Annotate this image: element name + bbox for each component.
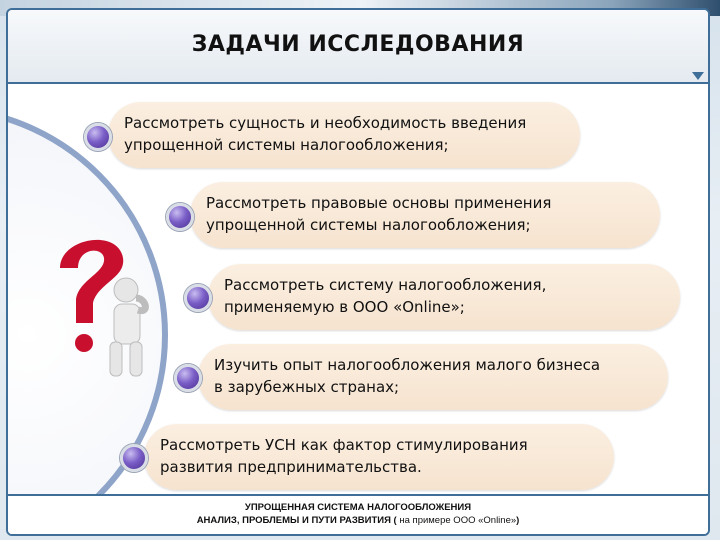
item-3-line-1: Рассмотреть систему налогообложения, xyxy=(224,276,547,294)
list-item xyxy=(108,102,580,168)
thinking-man-question-mark-icon xyxy=(38,228,168,378)
purple-orb-bullet-icon xyxy=(166,203,194,231)
footer-subtitle-bold: АНАЛИЗ, ПРОБЛЕМЫ И ПУТИ РАЗВИТИЯ ( xyxy=(196,515,400,526)
purple-orb-bullet-icon xyxy=(120,444,148,472)
purple-orb-bullet-icon xyxy=(84,123,112,151)
slide xyxy=(6,8,710,536)
title-bar xyxy=(8,10,708,84)
title-notch-decor xyxy=(692,72,704,80)
item-1-line-2: упрощенной системы налогообложения; xyxy=(124,136,449,154)
item-3-line-2: применяемую в ООО «Online»; xyxy=(224,298,465,316)
item-2-line-2: упрощенной системы налогообложения; xyxy=(206,216,531,234)
purple-orb-bullet-icon xyxy=(184,284,212,312)
list-item xyxy=(144,424,614,490)
footer-title: УПРОЩЕННАЯ СИСТЕМА НАЛОГООБЛОЖЕНИЯ xyxy=(244,502,472,513)
item-4-line-2: в зарубежных странах; xyxy=(214,378,400,396)
footer-subtitle-end: ) xyxy=(516,515,520,526)
item-1-line-1: Рассмотреть сущность и необходимость введения xyxy=(124,114,527,132)
item-2-line-1: Рассмотреть правовые основы применения xyxy=(206,194,552,212)
footer-subtitle xyxy=(8,514,708,527)
item-5-line-2: развития предпринимательства. xyxy=(160,458,422,476)
page-title: ЗАДАЧИ ИССЛЕДОВАНИЯ xyxy=(191,32,525,57)
list-item xyxy=(208,264,680,330)
footer-subtitle-normal: на примере ООО «Online» xyxy=(399,515,517,526)
item-4-line-1: Изучить опыт налогообложения малого бизнеса xyxy=(214,356,601,374)
footer xyxy=(8,494,708,534)
item-5-line-1: Рассмотреть УСН как фактор стимулирования xyxy=(160,436,528,454)
list-item xyxy=(198,344,668,410)
list-item xyxy=(190,182,660,248)
purple-orb-bullet-icon xyxy=(174,364,202,392)
